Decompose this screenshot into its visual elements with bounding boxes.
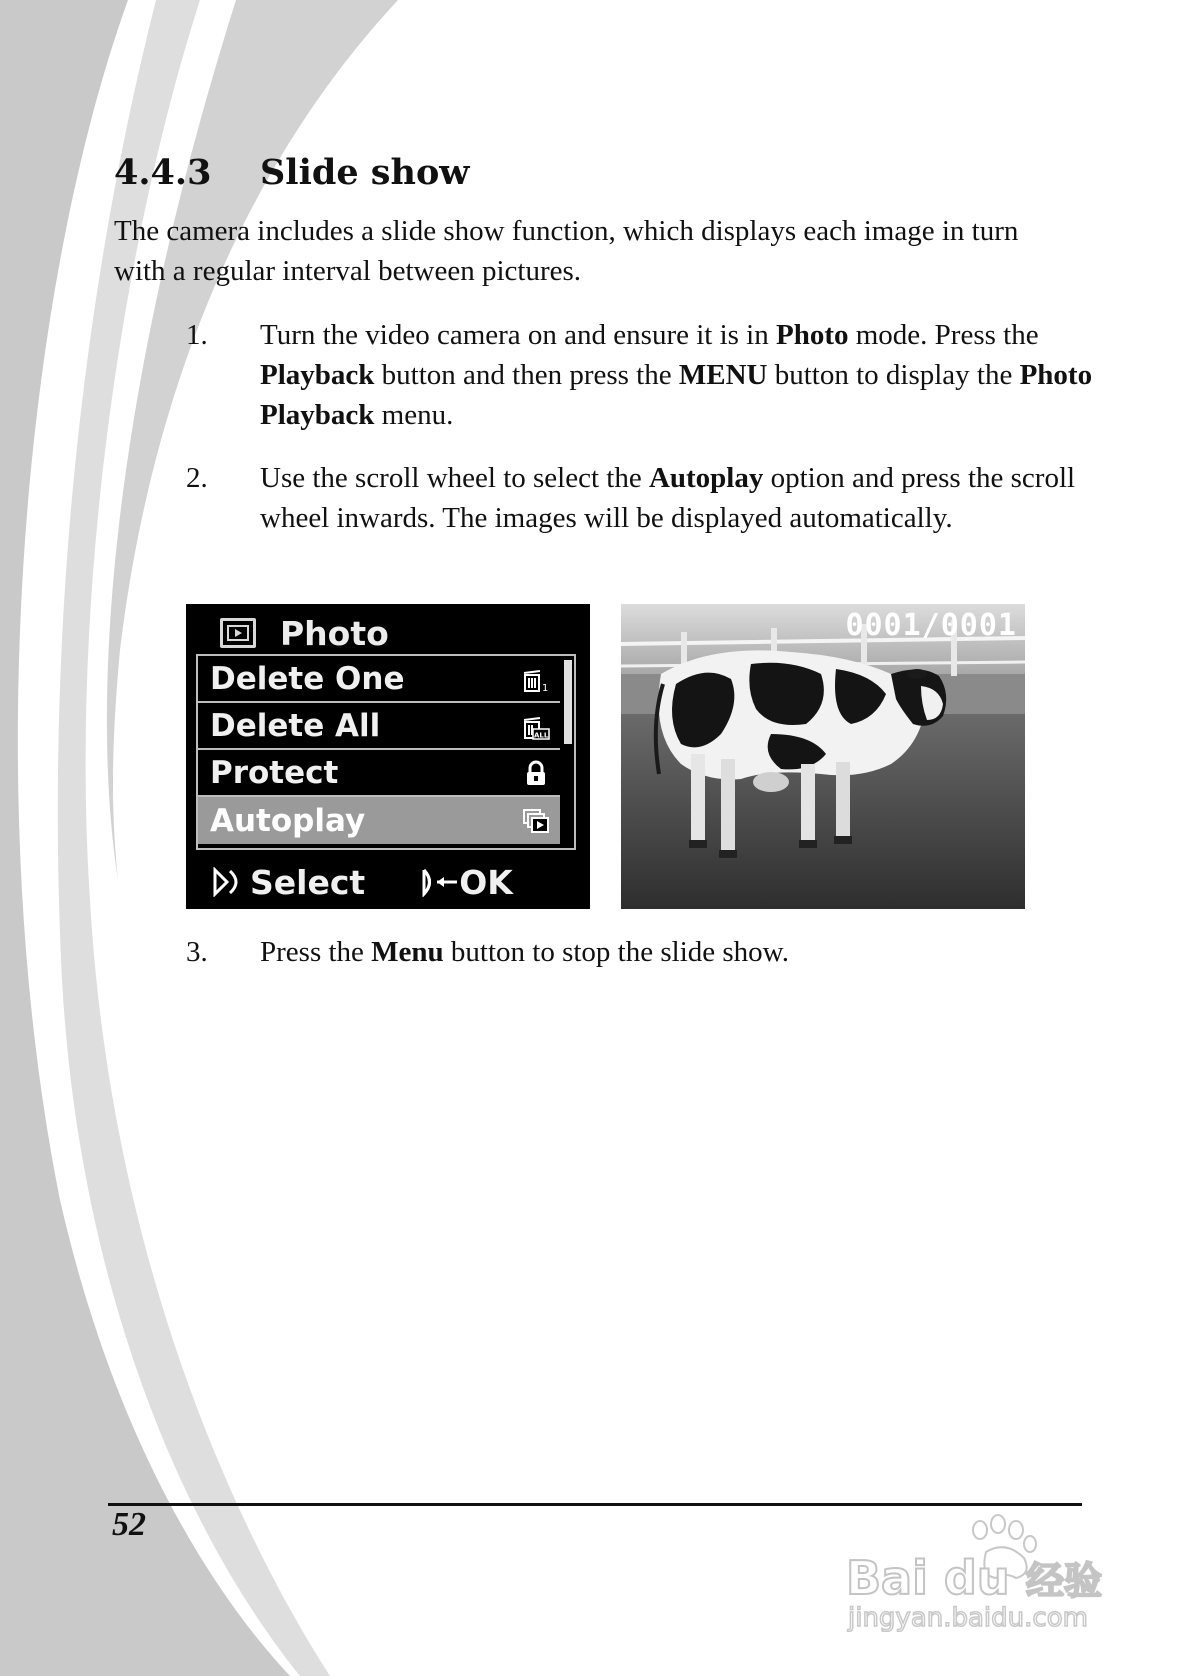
menu-item-label: Protect <box>210 754 339 791</box>
step-text: Use the scroll wheel to select the Autoplay option and press the scroll wheel inwards. The images will be displayed automatically. <box>260 462 1076 534</box>
step-number: 2. <box>186 462 208 494</box>
menu-title: Photo <box>280 613 389 653</box>
menu-footer <box>212 862 572 902</box>
menu-scrollbar <box>564 660 572 744</box>
footer-rule <box>108 1503 1082 1506</box>
playback-icon <box>220 618 256 648</box>
scroll-wheel-icon <box>212 867 244 897</box>
delete-one-icon <box>522 666 550 694</box>
step-number: 3. <box>186 936 208 968</box>
delete-all-icon <box>522 713 550 741</box>
menu-item-delete-one[interactable] <box>198 656 560 703</box>
cow-photo <box>621 604 1025 909</box>
press-wheel-icon <box>421 867 459 897</box>
step-2 <box>186 458 1106 538</box>
watermark-brand-cn: 经验 <box>1026 1559 1103 1603</box>
menu-item-autoplay[interactable] <box>198 797 560 844</box>
menu-item-label: Autoplay <box>210 802 366 839</box>
baidu-watermark <box>846 1512 1128 1632</box>
playback-photo <box>621 604 1025 909</box>
lock-icon <box>522 760 550 788</box>
section-heading <box>114 152 469 193</box>
menu-item-protect[interactable] <box>198 750 560 797</box>
section-title: Slide show <box>260 152 470 193</box>
select-label: Select <box>250 862 366 902</box>
ok-label: OK <box>459 862 513 902</box>
camera-menu-screen <box>186 604 590 909</box>
step-text: Turn the video camera on and ensure it is in Photo mode. Press the Playback button and then press the MENU button to display the Photo Playback menu. <box>260 319 1093 431</box>
menu-item-label: Delete One <box>210 660 405 697</box>
slideshow-icon <box>522 807 550 835</box>
section-number: 4.4.3 <box>114 152 212 193</box>
intro-paragraph: The camera includes a slide show function, which displays each image in turn with a regular interval between pictures. <box>114 215 1019 287</box>
step-text: Press the Menu button to stop the slide show. <box>260 936 789 968</box>
menu-item-label: Delete All <box>210 707 381 744</box>
svg-text:1: 1 <box>542 683 549 694</box>
page-number: 52 <box>112 1506 146 1543</box>
menu-item-delete-all[interactable] <box>198 703 560 750</box>
svg-text:ALL: ALL <box>534 731 549 740</box>
menu-header <box>220 612 389 654</box>
step-3 <box>186 932 1106 972</box>
watermark-url: jingyan.baidu.com <box>848 1603 1088 1632</box>
step-1 <box>186 315 1106 435</box>
step-number: 1. <box>186 319 208 351</box>
photo-counter: 0001/0001 <box>845 608 1017 643</box>
watermark-brand: Bai du <box>846 1551 1010 1605</box>
menu-list <box>196 654 576 850</box>
